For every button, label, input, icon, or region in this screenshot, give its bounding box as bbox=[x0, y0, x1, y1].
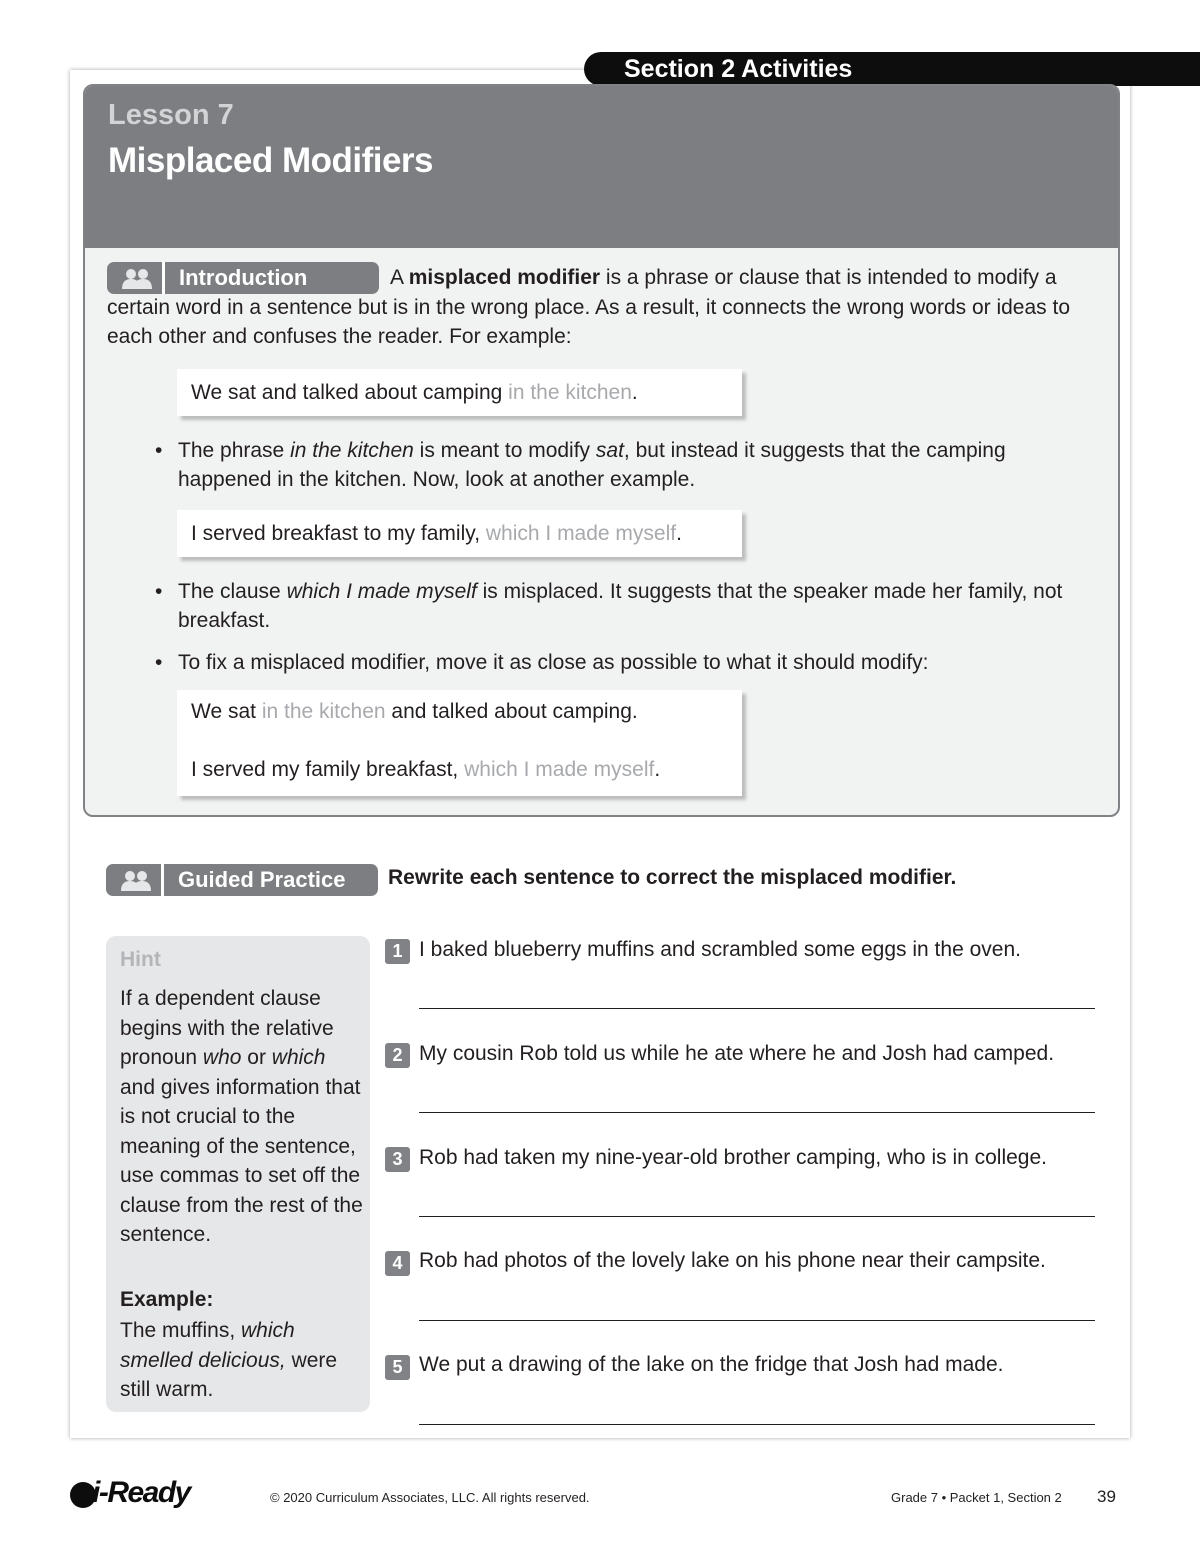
lesson-number: Lesson 7 bbox=[108, 99, 234, 131]
question-number-1: 1 bbox=[385, 939, 410, 964]
question-text-5: We put a drawing of the lake on the fridge that Josh had made. bbox=[419, 1353, 1004, 1376]
question-number-5: 5 bbox=[385, 1355, 410, 1380]
bullet-2: • The clause which I made myself is misplaced. It suggests that the speaker made her family, not breakfast. bbox=[155, 580, 1063, 632]
question-number-3: 3 bbox=[385, 1147, 410, 1172]
answer-line-3[interactable] bbox=[419, 1216, 1095, 1217]
section-tab-label: Section 2 Activities bbox=[624, 55, 853, 83]
guided-practice-instruction: Rewrite each sentence to correct the misplaced modifier. bbox=[388, 866, 957, 889]
hint-title: Hint bbox=[120, 948, 161, 971]
grade-info: Grade 7 • Packet 1, Section 2 bbox=[891, 1490, 1062, 1505]
bullet-1: • The phrase in the kitchen is meant to modify sat, but instead it suggests that the camping happened in the kitchen. Now, look at another example. bbox=[155, 439, 1006, 491]
corrected-sentence-1: We sat in the kitchen and talked about camping. bbox=[191, 700, 638, 723]
highlighted-modifier: which I made myself bbox=[485, 522, 677, 545]
answer-line-1[interactable] bbox=[419, 1008, 1095, 1009]
guided-practice-label-text: Guided Practice bbox=[178, 867, 346, 892]
two-people-icon bbox=[106, 864, 164, 896]
bullet-3: • To fix a misplaced modifier, move it as close as possible to what it should modify: bbox=[155, 651, 929, 674]
answer-line-5[interactable] bbox=[419, 1424, 1095, 1425]
introduction-label-text: Introduction bbox=[179, 265, 308, 290]
hint-example-label: Example: bbox=[120, 1288, 214, 1311]
answer-line-2[interactable] bbox=[419, 1112, 1095, 1113]
guided-practice-label bbox=[106, 864, 378, 896]
question-text-1: I baked blueberry muffins and scrambled some eggs in the oven. bbox=[419, 938, 1021, 961]
question-text-4: Rob had photos of the lovely lake on his phone near their campsite. bbox=[419, 1249, 1046, 1272]
lesson-title: Misplaced Modifiers bbox=[108, 141, 434, 180]
question-text-3: Rob had taken my nine-year-old brother camping, who is in college. bbox=[419, 1146, 1048, 1169]
corrected-sentence-2: I served my family breakfast, which I made myself. bbox=[191, 758, 661, 781]
page-number: 39 bbox=[1097, 1487, 1116, 1506]
introduction-paragraph: A misplaced modifier is a phrase or clause that is intended to modify a certain word in a sentence but is in the wrong place. As a result, it connects the wrong words or ideas to each other and confuses the reader. For example: bbox=[107, 266, 1071, 348]
example-box-2: I served breakfast to my family, which I made myself. bbox=[177, 510, 742, 557]
example-box-1: We sat and talked about camping in the kitchen. bbox=[177, 369, 742, 416]
question-number-4: 4 bbox=[385, 1251, 410, 1276]
example-box-3 bbox=[177, 690, 742, 796]
lesson-header bbox=[85, 86, 1118, 248]
hint-body: If a dependent clause begins with the relative pronoun who or which and gives information that is not crucial to the meaning of the sentence, use commas to set off the clause from the rest of the sentence. bbox=[120, 987, 363, 1246]
key-term: misplaced modifier bbox=[408, 266, 601, 289]
highlighted-modifier: in the kitchen bbox=[508, 381, 632, 404]
i-ready-logo: i-Ready bbox=[70, 1476, 220, 1516]
question-text-2: My cousin Rob told us while he ate where he and Josh had camped. bbox=[419, 1042, 1055, 1065]
hint-example-text: The muffins, which smelled delicious, were still warm. bbox=[120, 1319, 338, 1401]
copyright-notice: © 2020 Curriculum Associates, LLC. All rights reserved. bbox=[270, 1490, 590, 1505]
section-tab bbox=[584, 52, 1200, 86]
answer-line-4[interactable] bbox=[419, 1320, 1095, 1321]
lesson-panel bbox=[83, 84, 1120, 817]
hint-box bbox=[106, 936, 370, 1412]
question-number-2: 2 bbox=[385, 1043, 410, 1068]
